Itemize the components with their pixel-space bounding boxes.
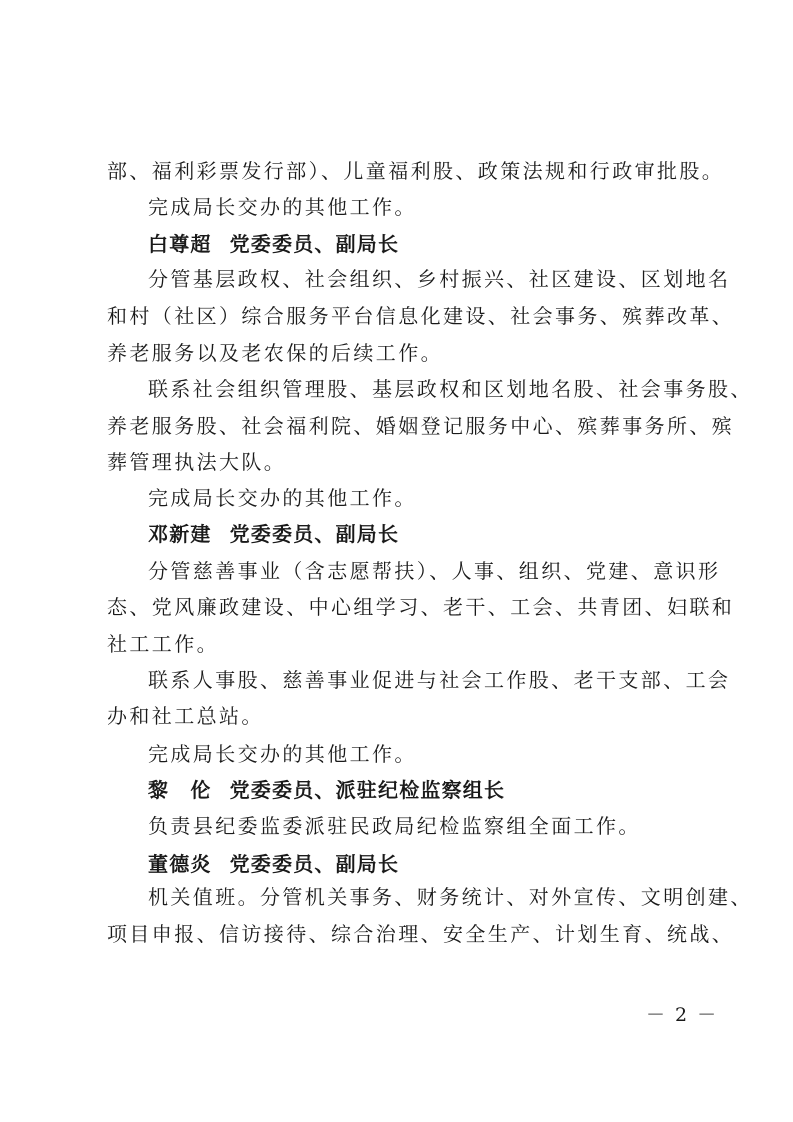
paragraph-line: 态、党风廉政建设、中心组学习、老干、工会、共青团、妇联和 <box>107 595 735 619</box>
paragraph-line: 养老服务以及老农保的后续工作。 <box>107 341 443 365</box>
paragraph-line: 和村（社区）综合服务平台信息化建设、社会事务、殡葬改革、 <box>107 304 735 328</box>
official-name: 白尊超 <box>148 232 212 256</box>
official-name: 董德炎 <box>148 852 212 876</box>
paragraph-line: 项目申报、信访接待、综合治理、安全生产、计划生育、统战、 <box>107 922 735 946</box>
paragraph-line: 完成局长交办的其他工作。 <box>148 486 417 510</box>
paragraph-line: 办和社工总站。 <box>107 704 264 728</box>
paragraph-line: 完成局长交办的其他工作。 <box>148 742 417 766</box>
paragraph-line: 联系社会组织管理股、基层政权和区划地名股、社会事务股、 <box>148 377 753 401</box>
official-title: 党委委员、副局长 <box>229 522 400 546</box>
paragraph-line: 养老服务股、社会福利院、婚姻登记服务中心、殡葬事务所、殡 <box>107 414 735 438</box>
section-heading <box>148 850 399 878</box>
section-heading <box>148 230 399 258</box>
paragraph-line: 完成局长交办的其他工作。 <box>148 195 417 219</box>
section-heading <box>148 520 399 548</box>
paragraph-line: 分管基层政权、社会组织、乡村振兴、社区建设、区划地名 <box>148 267 731 291</box>
paragraph-line: 联系人事股、慈善事业促进与社会工作股、老干支部、工会 <box>148 668 731 692</box>
official-title: 党委委员、副局长 <box>229 232 400 256</box>
paragraph-line: 机关值班。分管机关事务、财务统计、对外宣传、文明创建、 <box>148 885 753 909</box>
official-title: 党委委员、副局长 <box>229 852 400 876</box>
paragraph-line: 社工工作。 <box>107 632 219 656</box>
paragraph-line: 葬管理执法大队。 <box>107 450 287 474</box>
official-title: 党委委员、派驻纪检监察组长 <box>229 778 506 802</box>
paragraph-line: 负责县纪委监委派驻民政局纪检监察组全面工作。 <box>148 814 641 838</box>
paragraph-line: 分管慈善事业（含志愿帮扶）、人事、组织、党建、意识形 <box>148 559 721 583</box>
official-name: 黎 伦 <box>148 778 212 802</box>
section-heading <box>148 776 505 804</box>
page-number: － 2 － <box>646 1004 719 1026</box>
official-name: 邓新建 <box>148 522 212 546</box>
paragraph-line: 部、福利彩票发行部）、儿童福利股、政策法规和行政审批股。 <box>107 159 725 183</box>
